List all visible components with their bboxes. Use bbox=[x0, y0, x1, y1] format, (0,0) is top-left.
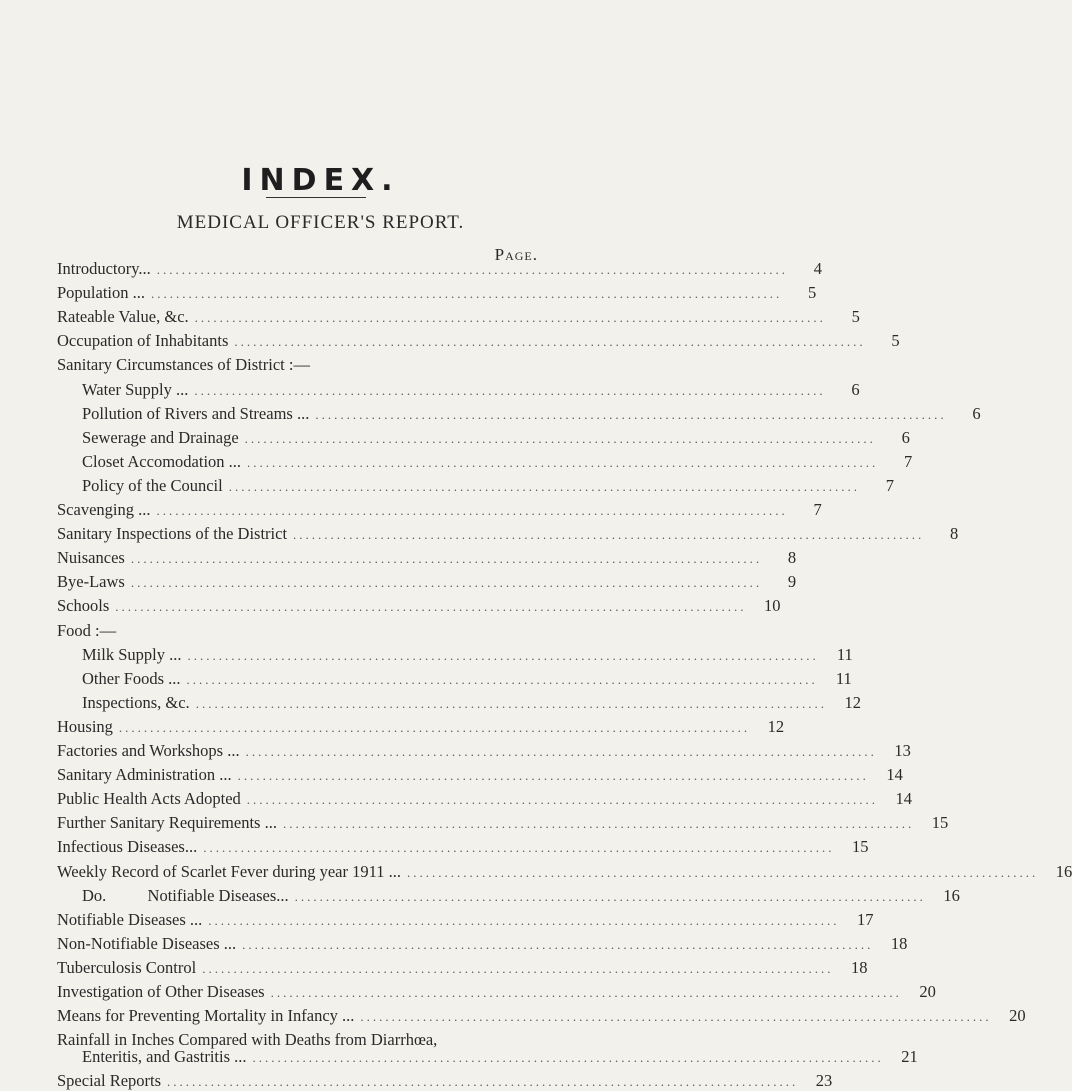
toc-entry-page: 10 bbox=[764, 596, 781, 616]
toc-entry-page: 8 bbox=[787, 548, 797, 568]
toc-entry-label: Occupation of Inhabitants bbox=[57, 331, 229, 351]
title-underline bbox=[266, 197, 366, 198]
dot-leader: ..................................................................................................... bbox=[115, 599, 747, 615]
toc-entry bbox=[57, 809, 949, 833]
toc-entry-page: 5 bbox=[808, 283, 817, 303]
toc-entry-label: Nuisances bbox=[57, 548, 125, 568]
toc-entry bbox=[57, 279, 817, 303]
toc-entry bbox=[57, 255, 823, 279]
toc-entry-label: Weekly Record of Scarlet Fever during year 1911 ... bbox=[57, 861, 401, 881]
dot-leader: ..................................................................................................... bbox=[234, 334, 866, 350]
dot-leader: ..................................................................................................... bbox=[156, 503, 788, 518]
dot-leader: ..................................................................................................... bbox=[293, 527, 925, 543]
toc-entry-page: 15 bbox=[931, 813, 949, 833]
toc-entry bbox=[82, 665, 852, 689]
toc-entry-label: Housing bbox=[57, 716, 113, 736]
toc-entry-label: Public Health Acts Adopted bbox=[57, 789, 241, 809]
toc-entry-label: Sanitary Administration ... bbox=[57, 765, 232, 785]
toc-entry bbox=[82, 882, 960, 906]
toc-entry-label: Sewerage and Drainage bbox=[82, 427, 239, 447]
dot-leader: ..................................................................................................... bbox=[315, 406, 947, 422]
dot-leader: ..................................................................................................... bbox=[167, 1074, 799, 1090]
toc-entry-label: Tuberculosis Control bbox=[57, 957, 197, 977]
toc-entry-page: 16 bbox=[943, 885, 960, 905]
dot-leader: ..................................................................................................... bbox=[282, 816, 915, 832]
toc-entry-page: 4 bbox=[813, 259, 823, 278]
toc-entry bbox=[57, 496, 822, 520]
toc-entry-page: 6 bbox=[972, 403, 981, 423]
dot-leader: ..................................................................................................... bbox=[194, 382, 826, 398]
toc-entry bbox=[57, 617, 497, 641]
toc-entry-label: Population ... bbox=[57, 283, 146, 303]
toc-entry bbox=[82, 472, 894, 496]
page-column-heading: Page. bbox=[494, 245, 538, 264]
toc-entry-page: 7 bbox=[904, 451, 913, 471]
toc-entry-label: Bye-Laws bbox=[57, 572, 125, 592]
dot-leader: ..................................................................................................... bbox=[195, 695, 827, 711]
dot-leader: ..................................................................................................... bbox=[203, 840, 835, 856]
toc-entry bbox=[82, 641, 853, 665]
toc-entry-label: Closet Accomodation ... bbox=[82, 451, 242, 471]
toc-entry bbox=[57, 930, 908, 954]
toc-entry-page: 23 bbox=[815, 1071, 833, 1091]
toc-entry-label: Infectious Diseases... bbox=[57, 837, 198, 857]
toc-entry-page: 6 bbox=[901, 427, 910, 447]
toc-entry-label: Do. Notifiable Diseases... bbox=[82, 885, 289, 905]
toc-entry bbox=[57, 303, 860, 327]
toc-entry-page: 14 bbox=[895, 789, 913, 809]
toc-entry bbox=[57, 568, 797, 592]
dot-leader: ..................................................................................................... bbox=[228, 478, 860, 494]
toc-entry-page: 16 bbox=[1055, 861, 1072, 881]
toc-entry-page: 20 bbox=[1009, 1006, 1026, 1026]
toc-entry-page: 12 bbox=[844, 692, 861, 712]
toc-entry bbox=[82, 376, 860, 400]
dot-leader: ..................................................................................................... bbox=[294, 888, 926, 904]
toc-entry bbox=[57, 978, 936, 1002]
toc-entry-label: Scavenging ... bbox=[57, 500, 151, 519]
toc-entry bbox=[57, 737, 911, 761]
toc-entry bbox=[57, 544, 797, 568]
toc-entry-page: 14 bbox=[886, 765, 903, 785]
toc-entry-label: Investigation of Other Diseases bbox=[57, 982, 265, 1001]
toc-entry-label: Pollution of Rivers and Streams ... bbox=[82, 403, 310, 423]
toc-entry-page: 18 bbox=[890, 933, 908, 953]
toc-entry-label: Means for Preventing Mortality in Infancy ... bbox=[57, 1006, 355, 1026]
toc-entry bbox=[82, 424, 910, 448]
dot-leader: ..................................................................................................... bbox=[156, 262, 789, 277]
dot-leader: ..................................................................................................... bbox=[208, 912, 840, 928]
dot-leader: ..................................................................................................... bbox=[244, 430, 876, 446]
toc-entry-label: Notifiable Diseases ... bbox=[57, 909, 203, 929]
dot-leader: ..................................................................................................... bbox=[246, 792, 879, 808]
dot-leader: ..................................................................................................... bbox=[247, 454, 879, 470]
toc-entry-page: 18 bbox=[850, 957, 868, 977]
toc-entry bbox=[57, 833, 869, 857]
dot-leader: ..................................................................................................... bbox=[237, 768, 869, 784]
dot-leader: ..................................................................................................... bbox=[194, 310, 826, 326]
toc-entry bbox=[57, 520, 959, 544]
toc-entry-continuation-label: Enteritis, and Gastritis ... bbox=[82, 1047, 247, 1067]
toc-entry-page: 7 bbox=[885, 475, 894, 495]
dot-leader: ..................................................................................................... bbox=[360, 1009, 992, 1025]
toc-entry-label: Schools bbox=[57, 596, 110, 616]
toc-entry bbox=[82, 448, 913, 472]
toc-entry-label: Further Sanitary Requirements ... bbox=[57, 813, 277, 833]
dot-leader: ..................................................................................................... bbox=[407, 864, 1039, 880]
toc-entry-label: Sanitary Circumstances of District :— bbox=[57, 355, 310, 375]
toc-entry-label: Other Foods ... bbox=[82, 668, 181, 688]
toc-entry-page: 17 bbox=[857, 909, 874, 929]
toc-entry bbox=[57, 592, 781, 616]
toc-entry bbox=[57, 761, 903, 785]
dot-leader: ..................................................................................................... bbox=[245, 744, 877, 759]
toc-entry bbox=[82, 400, 981, 424]
toc-entry-label: Rateable Value, &c. bbox=[57, 307, 189, 327]
toc-entry bbox=[57, 858, 1072, 882]
toc-entry-label: Rainfall in Inches Compared with Deaths from Diarrhœa, bbox=[57, 1030, 438, 1050]
dot-leader: ..................................................................................................... bbox=[186, 671, 818, 687]
toc-entry-page: 5 bbox=[891, 331, 900, 351]
toc-entry-page: 15 bbox=[851, 837, 869, 857]
toc-entry-label: Sanitary Inspections of the District bbox=[57, 524, 288, 544]
dot-leader: ..................................................................................................... bbox=[118, 719, 751, 735]
dot-leader: ..................................................................................................... bbox=[187, 647, 819, 663]
toc-entry-label: Milk Supply ... bbox=[82, 644, 182, 664]
toc-entry-page: 12 bbox=[767, 716, 785, 736]
toc-entry-page: 20 bbox=[919, 982, 936, 1001]
toc-entry bbox=[57, 954, 868, 978]
toc-entry-page: 11 bbox=[835, 668, 852, 688]
toc-entry-label: Special Reports bbox=[57, 1071, 162, 1091]
dot-leader: ..................................................................................................... bbox=[242, 936, 874, 952]
toc-entry-page: 11 bbox=[836, 644, 853, 664]
toc-entry-page: 6 bbox=[851, 379, 860, 399]
toc-entry-label: Food :— bbox=[57, 620, 117, 640]
toc-entry-page: 7 bbox=[813, 500, 822, 519]
dot-leader: ..................................................................................................... bbox=[130, 551, 763, 567]
toc-entry bbox=[57, 906, 874, 930]
index-title: INDEX. bbox=[241, 163, 400, 198]
dot-leader: ..................................................................................................... bbox=[151, 286, 783, 302]
report-title: MEDICAL OFFICER'S REPORT. bbox=[176, 212, 465, 233]
dot-leader: ..................................................................................................... bbox=[252, 1050, 884, 1066]
toc-entry-page: 13 bbox=[894, 741, 911, 760]
dot-leader: ..................................................................................................... bbox=[130, 575, 763, 591]
toc-entry bbox=[57, 1002, 1026, 1026]
toc-entry-label: Water Supply ... bbox=[82, 379, 189, 399]
toc-entry bbox=[57, 1067, 833, 1091]
toc-entry-label: Introductory... bbox=[57, 259, 151, 278]
toc-entry-continuation bbox=[82, 1045, 918, 1067]
toc-entry bbox=[57, 327, 900, 351]
toc-entry bbox=[57, 351, 497, 375]
toc-entry-page: 9 bbox=[787, 572, 797, 592]
toc-entry-page: 8 bbox=[950, 524, 959, 544]
toc-entry-label: Factories and Workshops ... bbox=[57, 741, 240, 760]
toc-entry-label: Policy of the Council bbox=[82, 475, 223, 495]
toc-entry-label: Inspections, &c. bbox=[82, 692, 190, 712]
toc-entry-page: 21 bbox=[901, 1047, 918, 1067]
toc-entry-page: 5 bbox=[851, 307, 860, 327]
toc-entry bbox=[57, 713, 785, 737]
dot-leader: ..................................................................................................... bbox=[202, 960, 834, 976]
toc-entry-label: Non-Notifiable Diseases ... bbox=[57, 933, 237, 953]
toc-entry bbox=[57, 785, 913, 809]
dot-leader: ..................................................................................................... bbox=[270, 985, 902, 1000]
toc-entry bbox=[82, 689, 861, 713]
